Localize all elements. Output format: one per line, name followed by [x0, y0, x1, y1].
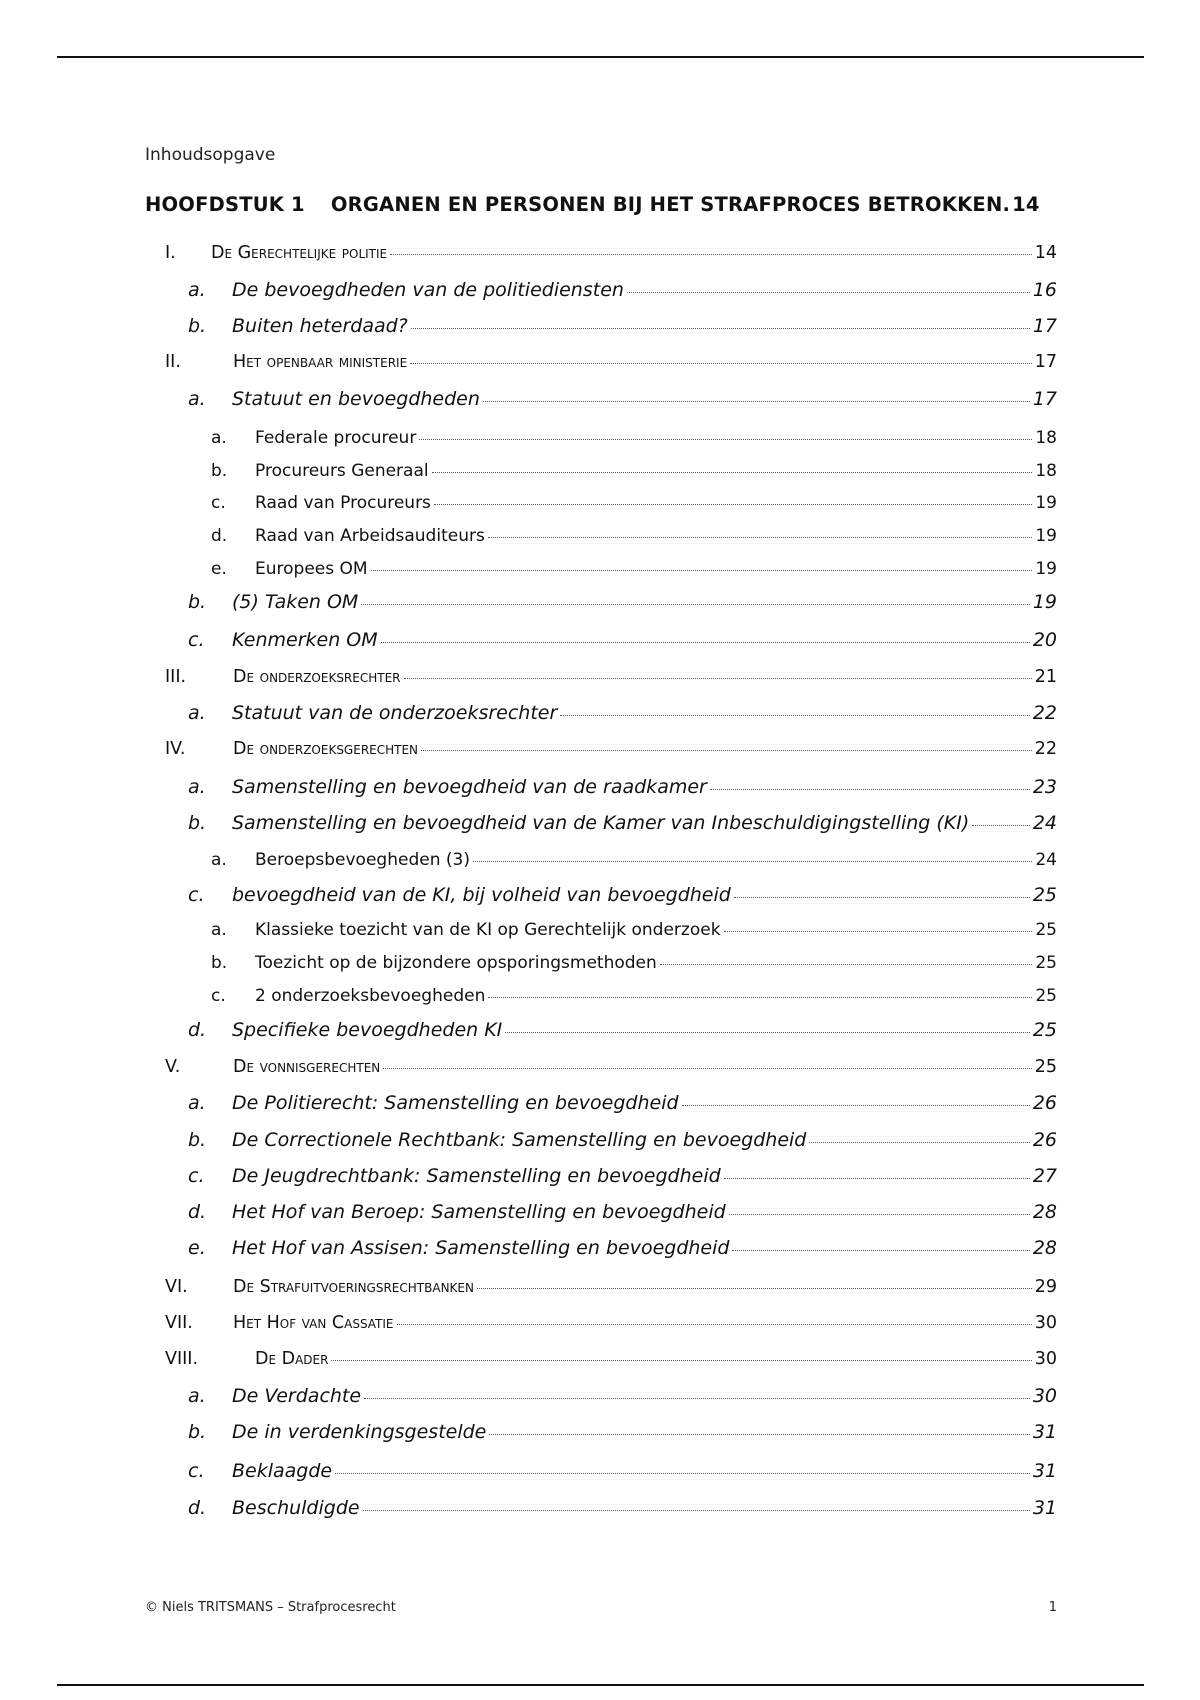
toc-entry[interactable]	[188, 1129, 1057, 1151]
dot-leader	[331, 1360, 1031, 1361]
toc-marker: c.	[188, 884, 205, 906]
toc-marker: VI.	[165, 1277, 188, 1297]
toc-page: 31	[1032, 1460, 1057, 1482]
toc-entry[interactable]	[165, 667, 1057, 687]
toc-marker: a.	[188, 1092, 206, 1114]
toc-page: 26	[1032, 1129, 1057, 1151]
toc-page: 22	[1034, 739, 1057, 759]
toc-entry[interactable]	[211, 920, 1057, 940]
toc-title: De onderzoeksrechter	[233, 667, 401, 687]
dot-leader	[397, 1324, 1032, 1325]
toc-page: 20	[1032, 629, 1057, 651]
toc-entry[interactable]	[211, 559, 1057, 579]
toc-entry[interactable]	[188, 591, 1057, 613]
toc-entry[interactable]	[188, 1497, 1057, 1519]
footer-page-number: 1	[1048, 1600, 1057, 1615]
dot-leader	[371, 570, 1033, 571]
dot-leader	[390, 254, 1032, 255]
toc-marker: c.	[211, 986, 226, 1006]
toc-marker: e.	[188, 1237, 206, 1259]
toc-page: 17	[1034, 352, 1057, 372]
toc-title: Specifieke bevoegdheden KI	[232, 1019, 503, 1041]
toc-title: De bevoegdheden van de politiediensten	[232, 279, 624, 301]
toc-page: 25	[1035, 920, 1057, 940]
toc-title: Samenstelling en bevoegdheid van de Kamer van Inbeschuldigingstelling (KI)	[232, 812, 970, 834]
toc-marker: IV.	[165, 739, 186, 759]
toc-title: bevoegdheid van de KI, bij volheid van bevoegdheid	[232, 884, 731, 906]
toc-entry[interactable]	[165, 1349, 1057, 1369]
toc-title: Kenmerken OM	[232, 629, 378, 651]
chapter-title: ORGANEN EN PERSONEN BIJ HET STRAFPROCES BETROKKEN.	[330, 193, 1011, 216]
dot-leader	[410, 363, 1032, 364]
toc-marker: c.	[188, 1165, 205, 1187]
toc-title: (5) Taken OM	[232, 591, 359, 613]
toc-title: Toezicht op de bijzondere opsporingsmethoden	[255, 953, 657, 973]
toc-entry[interactable]	[165, 1277, 1057, 1297]
toc-entry[interactable]	[188, 279, 1057, 301]
toc-page: 19	[1035, 559, 1057, 579]
dot-leader	[363, 1510, 1030, 1511]
toc-entry[interactable]	[188, 1460, 1057, 1482]
toc-title: 2 onderzoeksbevoegheden	[255, 986, 486, 1006]
toc-marker: a.	[188, 388, 206, 410]
toc-marker: a.	[211, 428, 227, 448]
toc-marker: d.	[211, 526, 228, 546]
toc-entry[interactable]	[188, 388, 1057, 410]
toc-title: De Politierecht: Samenstelling en bevoegdheid	[232, 1092, 679, 1114]
dot-leader	[732, 1250, 1029, 1251]
toc-title: Beroepsbevoegheden (3)	[255, 850, 470, 870]
toc-marker: V.	[165, 1057, 181, 1077]
toc-page: 28	[1032, 1201, 1057, 1223]
toc-page: 27	[1032, 1165, 1057, 1187]
toc-marker: c.	[188, 1460, 205, 1482]
toc-entry[interactable]	[165, 243, 1057, 263]
dot-leader	[483, 401, 1030, 402]
toc-title: De Strafuitvoeringsrechtbanken	[233, 1277, 474, 1297]
toc-title: De Gerechtelijke politie	[211, 243, 388, 263]
toc-page: 17	[1032, 388, 1057, 410]
toc-title: Raad van Procureurs	[255, 493, 431, 513]
dot-leader	[734, 897, 1030, 898]
toc-entry[interactable]	[165, 352, 1057, 372]
toc-page: 28	[1032, 1237, 1057, 1259]
footer-rule	[57, 1684, 1144, 1686]
toc-title: Het Hof van Cassatie	[233, 1313, 394, 1333]
dot-leader	[710, 789, 1030, 790]
dot-leader	[505, 1032, 1030, 1033]
toc-marker: b.	[188, 1421, 207, 1443]
toc-entry[interactable]	[188, 702, 1057, 724]
chapter-number: HOOFDSTUK 1	[145, 193, 305, 216]
toc-entry[interactable]	[188, 1237, 1057, 1259]
dot-leader	[419, 439, 1032, 440]
toc-heading: Inhoudsopgave	[145, 145, 276, 165]
toc-page: 30	[1032, 1385, 1057, 1407]
toc-marker: d.	[188, 1019, 207, 1041]
dot-leader	[432, 472, 1033, 473]
toc-page: 25	[1032, 884, 1057, 906]
toc-page: 17	[1032, 315, 1057, 337]
toc-marker: a.	[188, 776, 206, 798]
toc-marker: c.	[211, 493, 226, 513]
toc-page: 29	[1034, 1277, 1057, 1297]
toc-page: 18	[1035, 461, 1057, 481]
toc-page: 26	[1032, 1092, 1057, 1114]
toc-entry[interactable]	[188, 1385, 1057, 1407]
toc-page: 18	[1035, 428, 1057, 448]
toc-title: Statuut van de onderzoeksrechter	[232, 702, 558, 724]
dot-leader	[434, 504, 1032, 505]
dot-leader	[488, 537, 1033, 538]
toc-marker: b.	[211, 953, 228, 973]
toc-page: 22	[1032, 702, 1057, 724]
toc-entry[interactable]	[165, 1313, 1057, 1333]
toc-title: De vonnisgerechten	[233, 1057, 381, 1077]
toc-marker: a.	[211, 850, 227, 870]
footer-copyright: © Niels TRITSMANS – Strafprocesrecht	[145, 1600, 396, 1615]
dot-leader	[361, 604, 1029, 605]
toc-entry[interactable]	[211, 461, 1057, 481]
toc-page: 25	[1035, 986, 1057, 1006]
toc-page: 21	[1034, 667, 1057, 687]
toc-page: 24	[1035, 850, 1057, 870]
toc-marker: a.	[188, 702, 206, 724]
dot-leader	[383, 1068, 1031, 1069]
toc-marker: b.	[188, 591, 207, 613]
toc-entry[interactable]	[211, 953, 1057, 973]
toc-entry[interactable]	[188, 1421, 1057, 1443]
dot-leader	[724, 931, 1033, 932]
dot-leader	[809, 1142, 1029, 1143]
toc-entry[interactable]	[188, 1201, 1057, 1223]
toc-marker: a.	[211, 920, 227, 940]
toc-title: De Dader	[255, 1349, 329, 1369]
toc-entry[interactable]	[188, 776, 1057, 798]
dot-leader	[660, 964, 1033, 965]
dot-leader	[335, 1473, 1030, 1474]
toc-marker: b.	[188, 812, 207, 834]
toc-title: Federale procureur	[255, 428, 417, 448]
dot-leader	[404, 678, 1032, 679]
toc-title: De in verdenkingsgestelde	[232, 1421, 487, 1443]
dot-leader	[682, 1105, 1030, 1106]
toc-marker: a.	[188, 279, 206, 301]
toc-marker: b.	[188, 1129, 207, 1151]
dot-leader	[489, 1434, 1029, 1435]
dot-leader	[488, 997, 1032, 998]
toc-entry[interactable]	[188, 1092, 1057, 1114]
toc-title: Het Hof van Assisen: Samenstelling en bevoegdheid	[232, 1237, 730, 1259]
toc-marker: VII.	[165, 1313, 193, 1333]
toc-page: 30	[1034, 1349, 1057, 1369]
toc-marker: e.	[211, 559, 227, 579]
toc-entry[interactable]	[188, 1165, 1057, 1187]
toc-entry[interactable]	[211, 526, 1057, 546]
toc-title: Het openbaar ministerie	[233, 352, 408, 372]
toc-title: Klassieke toezicht van de KI op Gerechtelijk onderzoek	[255, 920, 721, 940]
toc-entry[interactable]	[188, 812, 1057, 834]
chapter-page: 14	[1012, 193, 1040, 216]
toc-title: De Verdachte	[232, 1385, 362, 1407]
toc-entry[interactable]	[165, 1057, 1057, 1077]
toc-title: Europees OM	[255, 559, 368, 579]
toc-marker: a.	[188, 1385, 206, 1407]
toc-marker: VIII.	[165, 1349, 199, 1369]
toc-marker: III.	[165, 667, 187, 687]
toc-page: 23	[1032, 776, 1057, 798]
dot-leader	[972, 825, 1030, 826]
toc-page: 24	[1032, 812, 1057, 834]
toc-page: 19	[1035, 493, 1057, 513]
toc-marker: II.	[165, 352, 181, 372]
toc-entry[interactable]	[188, 1019, 1057, 1041]
toc-entry[interactable]	[188, 884, 1057, 906]
toc-page: 16	[1032, 279, 1057, 301]
toc-marker: b.	[211, 461, 228, 481]
dot-leader	[364, 1398, 1030, 1399]
toc-entry[interactable]	[188, 315, 1057, 337]
dot-leader	[421, 750, 1032, 751]
toc-marker: I.	[165, 243, 176, 263]
toc-title: Beklaagde	[232, 1460, 333, 1482]
dot-leader	[473, 861, 1032, 862]
toc-page: 31	[1032, 1421, 1057, 1443]
toc-entry[interactable]	[211, 986, 1057, 1006]
toc-page: 31	[1032, 1497, 1057, 1519]
toc-title: Raad van Arbeidsauditeurs	[255, 526, 485, 546]
toc-marker: d.	[188, 1201, 207, 1223]
toc-page: 14	[1034, 243, 1057, 263]
toc-title: Het Hof van Beroep: Samenstelling en bevoegdheid	[232, 1201, 726, 1223]
toc-entry[interactable]	[211, 850, 1057, 870]
toc-title: Beschuldigde	[232, 1497, 360, 1519]
dot-leader	[729, 1214, 1030, 1215]
toc-entry[interactable]	[188, 629, 1057, 651]
dot-leader	[560, 715, 1030, 716]
toc-marker: b.	[188, 315, 207, 337]
toc-page: 25	[1034, 1057, 1057, 1077]
toc-page: 25	[1035, 953, 1057, 973]
toc-page: 19	[1035, 526, 1057, 546]
dot-leader	[477, 1288, 1032, 1289]
toc-page: 19	[1032, 591, 1057, 613]
toc-title: De onderzoeksgerechten	[233, 739, 419, 759]
toc-entry[interactable]	[165, 739, 1057, 759]
toc-page: 25	[1032, 1019, 1057, 1041]
toc-entry[interactable]	[211, 493, 1057, 513]
toc-marker: c.	[188, 629, 205, 651]
toc-title: De Jeugdrechtbank: Samenstelling en bevoegdheid	[232, 1165, 721, 1187]
toc-title: Statuut en bevoegdheden	[232, 388, 480, 410]
dot-leader	[411, 328, 1030, 329]
dot-leader	[724, 1178, 1030, 1179]
toc-title: Buiten heterdaad?	[232, 315, 408, 337]
toc-title: Samenstelling en bevoegdheid van de raadkamer	[232, 776, 707, 798]
toc-title: Procureurs Generaal	[255, 461, 429, 481]
dot-leader	[381, 642, 1030, 643]
toc-page: 30	[1034, 1313, 1057, 1333]
toc-entry[interactable]	[211, 428, 1057, 448]
toc-title: De Correctionele Rechtbank: Samenstelling en bevoegdheid	[232, 1129, 807, 1151]
dot-leader	[627, 292, 1030, 293]
toc-marker: d.	[188, 1497, 207, 1519]
